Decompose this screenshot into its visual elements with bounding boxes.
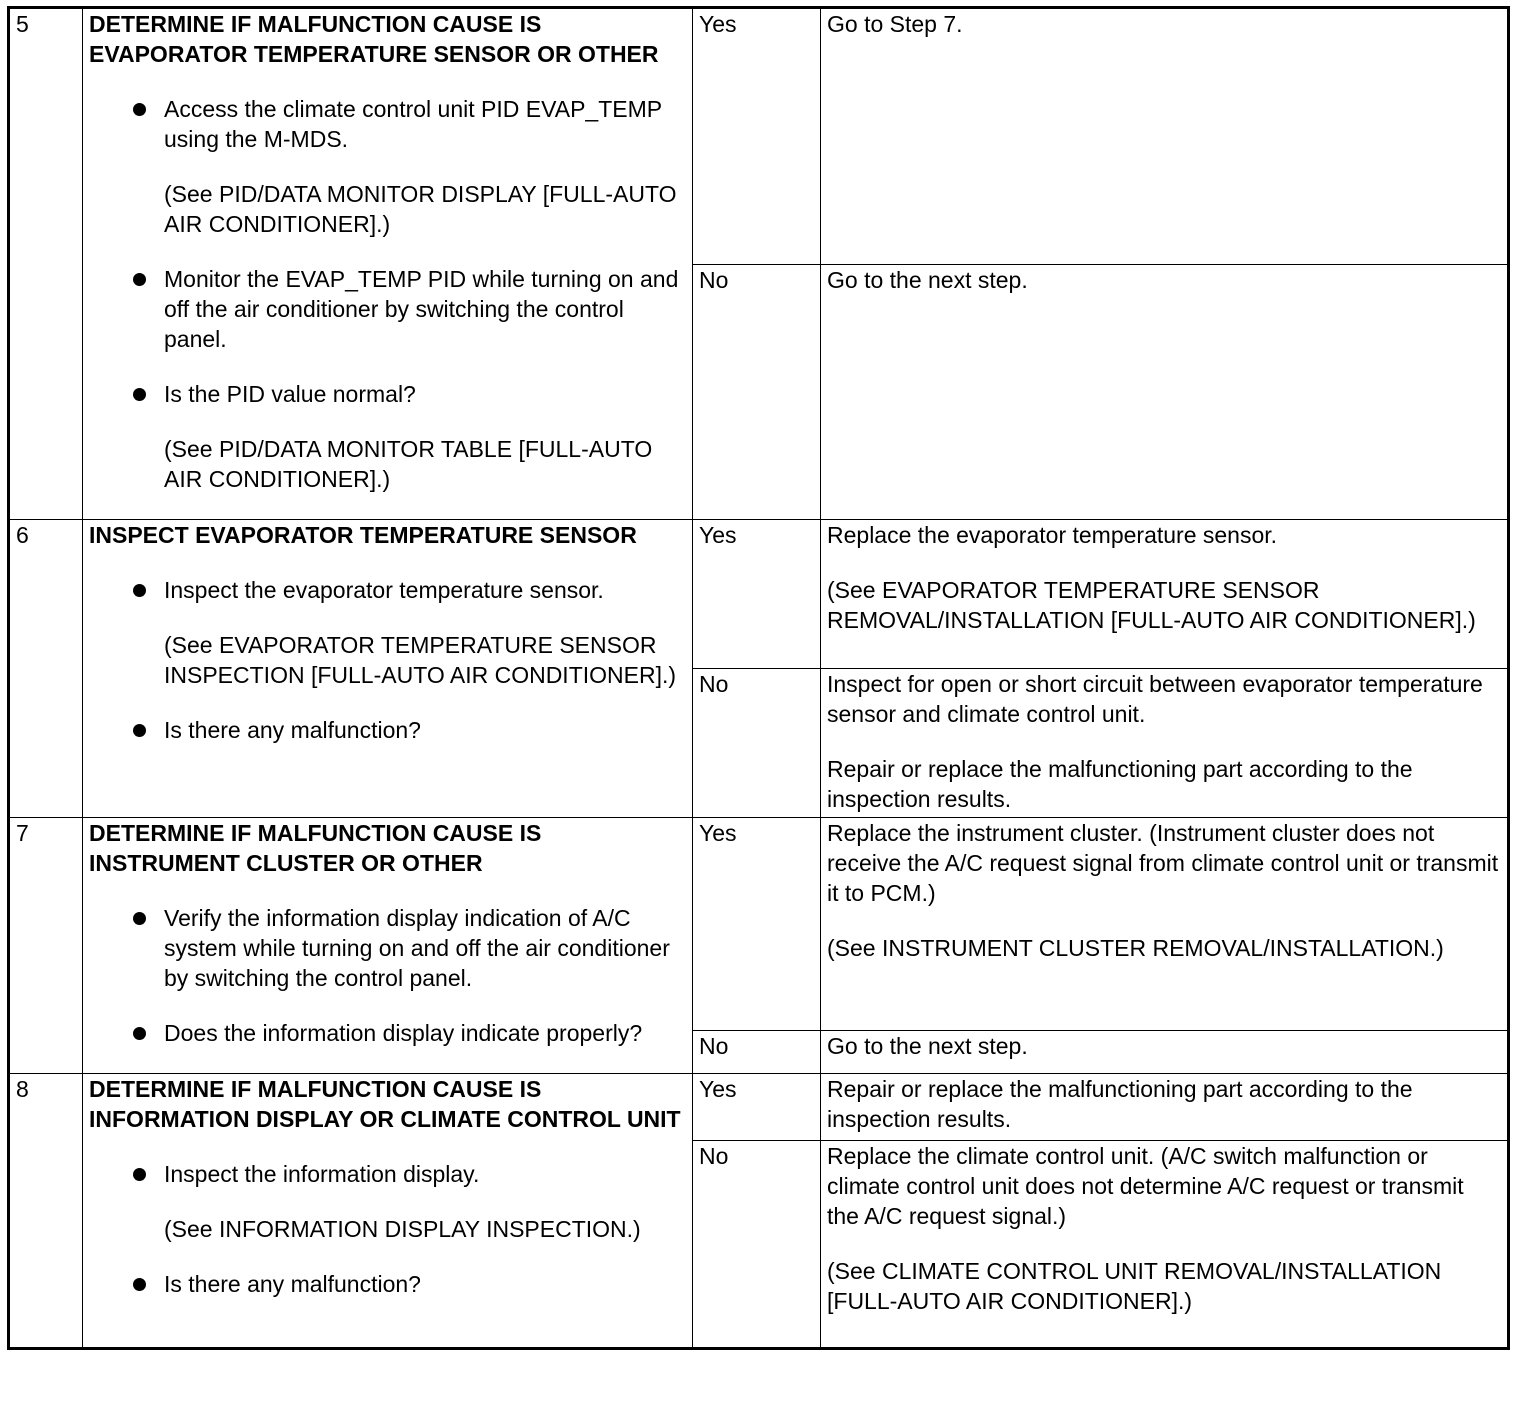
result-text: Replace the climate control unit. (A/C switch malfunction or climate control unit does not determine A/C request or transmit the A/C request signal.): [827, 1143, 1464, 1229]
result-reference: (See EVAPORATOR TEMPERATURE SENSOR REMOVAL/INSTALLATION [FULL-AUTO AIR CONDITIONER].): [827, 577, 1476, 633]
answer-no: No: [693, 669, 821, 818]
step-5-yes-row: [9, 8, 1509, 265]
result-reference: (See INSTRUMENT CLUSTER REMOVAL/INSTALLATION.): [827, 935, 1444, 961]
step-6-yes-row: [9, 520, 1509, 669]
step-action: [83, 818, 693, 1074]
diagnostic-table: [7, 6, 1510, 1350]
action-item: Monitor the EVAP_TEMP PID while turning on and off the air conditioner by switching the control panel.: [89, 264, 686, 354]
action-item: Access the climate control unit PID EVAP_TEMP using the M-MDS.: [89, 94, 686, 154]
step-number: 6: [9, 520, 83, 818]
answer-no: No: [693, 1031, 821, 1074]
step-number: 5: [9, 8, 83, 520]
result-yes: [821, 520, 1509, 669]
action-question: Is there any malfunction?: [89, 1269, 686, 1299]
result-no: [821, 1141, 1509, 1349]
step-action: [83, 1074, 693, 1349]
result-yes: [821, 8, 1509, 265]
step-number: 7: [9, 818, 83, 1074]
action-question: Does the information display indicate properly?: [89, 1018, 686, 1048]
step-title: DETERMINE IF MALFUNCTION CAUSE IS EVAPORATOR TEMPERATURE SENSOR OR OTHER: [89, 11, 659, 67]
result-reference: (See CLIMATE CONTROL UNIT REMOVAL/INSTALLATION [FULL-AUTO AIR CONDITIONER].): [827, 1258, 1442, 1314]
result-text: Repair or replace the malfunctioning part according to the inspection results.: [827, 1076, 1413, 1132]
action-item: Inspect the evaporator temperature sensor.: [89, 575, 686, 605]
step-7-yes-row: [9, 818, 1509, 1031]
answer-no: No: [693, 265, 821, 520]
action-question: Is there any malfunction?: [89, 715, 686, 745]
action-list: [89, 264, 686, 409]
action-reference: (See INFORMATION DISPLAY INSPECTION.): [164, 1216, 641, 1242]
answer-no: No: [693, 1141, 821, 1349]
result-no: [821, 1031, 1509, 1074]
result-yes: [821, 1074, 1509, 1141]
action-question: Is the PID value normal?: [89, 379, 686, 409]
action-item: Inspect the information display.: [89, 1159, 686, 1189]
step-title: DETERMINE IF MALFUNCTION CAUSE IS INSTRUMENT CLUSTER OR OTHER: [89, 820, 542, 876]
step-number: 8: [9, 1074, 83, 1349]
result-text: Replace the evaporator temperature sensor.: [827, 522, 1278, 548]
action-reference: (See PID/DATA MONITOR TABLE [FULL-AUTO AIR CONDITIONER].): [164, 436, 653, 492]
result-text: Go to the next step.: [827, 1033, 1028, 1059]
action-list: [89, 94, 686, 154]
action-item: Verify the information display indication of A/C system while turning on and off the air conditioner by switching the control panel.: [89, 903, 686, 993]
action-list: [89, 715, 686, 745]
action-list: [89, 1269, 686, 1299]
step-action: [83, 8, 693, 520]
answer-yes: Yes: [693, 8, 821, 265]
result-text: Replace the instrument cluster. (Instrument cluster does not receive the A/C request signal from climate control unit or transmit it to PCM.): [827, 820, 1499, 906]
action-reference: (See EVAPORATOR TEMPERATURE SENSOR INSPECTION [FULL-AUTO AIR CONDITIONER].): [164, 632, 677, 688]
step-action: [83, 520, 693, 818]
action-list: [89, 575, 686, 605]
action-list: [89, 1159, 686, 1189]
step-8-yes-row: [9, 1074, 1509, 1141]
result-no: [821, 669, 1509, 818]
answer-yes: Yes: [693, 1074, 821, 1141]
action-reference: (See PID/DATA MONITOR DISPLAY [FULL-AUTO AIR CONDITIONER].): [164, 181, 677, 237]
answer-yes: Yes: [693, 520, 821, 669]
result-text: Inspect for open or short circuit between evaporator temperature sensor and climate control unit.: [827, 671, 1483, 727]
action-list: [89, 903, 686, 1048]
result-yes: [821, 818, 1509, 1031]
result-text: Go to Step 7.: [827, 11, 963, 37]
result-no: [821, 265, 1509, 520]
step-title: DETERMINE IF MALFUNCTION CAUSE IS INFORMATION DISPLAY OR CLIMATE CONTROL UNIT: [89, 1076, 681, 1132]
result-text: Go to the next step.: [827, 267, 1028, 293]
result-text: Repair or replace the malfunctioning part according to the inspection results.: [827, 756, 1413, 812]
step-title: INSPECT EVAPORATOR TEMPERATURE SENSOR: [89, 522, 637, 548]
answer-yes: Yes: [693, 818, 821, 1031]
